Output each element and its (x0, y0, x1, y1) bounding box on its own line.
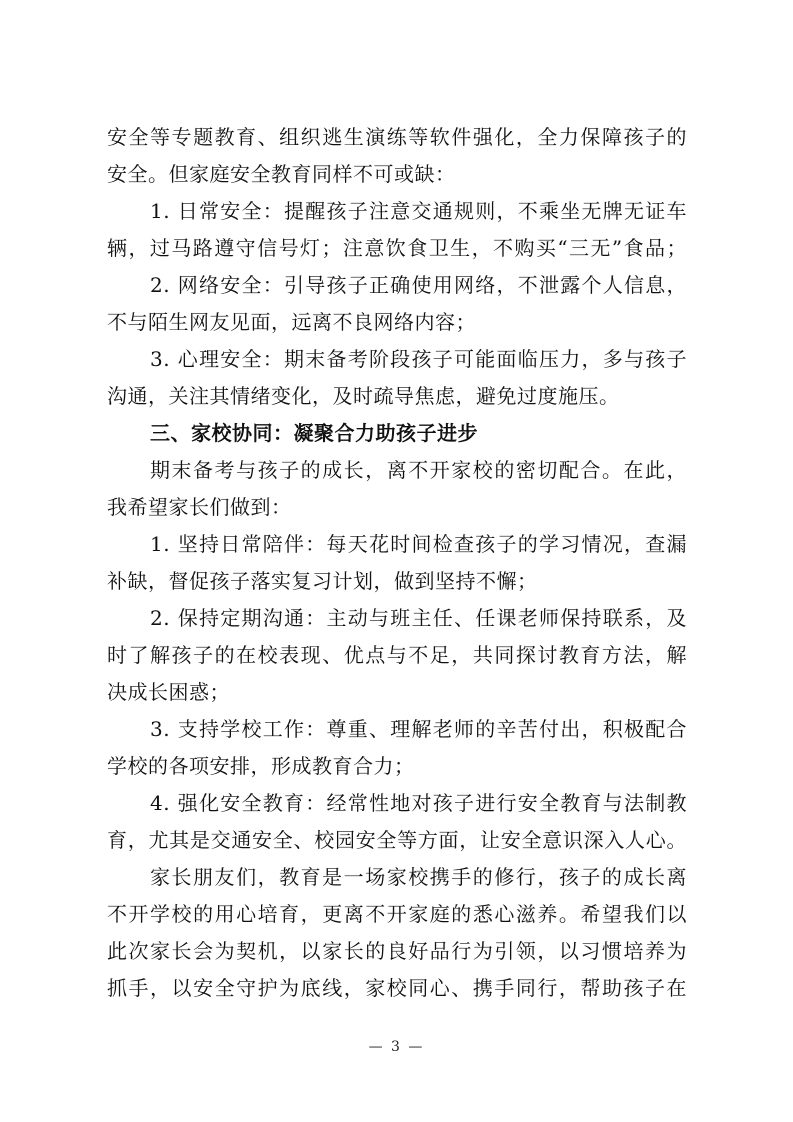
text-line: 1. 坚持日常陪伴：每天花时间检查孩子的学习情况，查漏 (150, 532, 687, 556)
parent-request-communication (107, 600, 687, 711)
text-line: 2. 保持定期沟通：主动与班主任、任课老师保持联系，及 (150, 606, 687, 630)
text-line: 安全。但家庭安全教育同样不可或缺： (107, 162, 456, 186)
text-line: 学校的各项安排，形成教育合力； (107, 754, 415, 778)
section-heading: 三、家校协同：凝聚合力助孩子进步 (150, 421, 478, 445)
text-line: 不开学校的用心培育，更离不开家庭的悉心滋养。希望我们以 (107, 902, 687, 926)
text-line: 抓手，以安全守护为底线，家校同心、携手同行，帮助孩子在 (107, 976, 687, 1000)
text-line: 家长朋友们，教育是一场家校携手的修行，孩子的成长离 (150, 865, 687, 889)
text-line: 此次家长会为契机，以家长的良好品行为引领，以习惯培养为 (107, 939, 687, 963)
text-line: 3. 心理安全：期末备考阶段孩子可能面临压力，多与孩子 (150, 347, 687, 371)
text-line: 3. 支持学校工作：尊重、理解老师的辛苦付出，积极配合 (150, 717, 687, 741)
safety-item-psychological (107, 341, 687, 415)
body-text (107, 119, 687, 1007)
intro-paragraph (107, 452, 687, 526)
text-line: 沟通，关注其情绪变化，及时疏导焦虑，避免过度施压。 (107, 384, 620, 408)
text-line: 4. 强化安全教育：经常性地对孩子进行安全教育与法制教 (150, 791, 687, 815)
text-line: 1. 日常安全：提醒孩子注意交通规则，不乘坐无牌无证车 (150, 199, 687, 223)
closing-paragraph (107, 859, 687, 1007)
text-line: 时了解孩子的在校表现、优点与不足，共同探讨教育方法，解 (107, 643, 687, 667)
page-number: — 3 — (368, 1039, 425, 1055)
text-line: 决成长困惑； (107, 680, 230, 704)
safety-item-network (107, 267, 687, 341)
parent-request-companionship (107, 526, 687, 600)
parent-request-safety-education (107, 785, 687, 859)
text-line: 期末备考与孩子的成长，离不开家校的密切配合。在此， (150, 458, 687, 482)
text-line: 2. 网络安全：引导孩子正确使用网络，不泄露个人信息， (150, 273, 687, 297)
text-line: 安全等专题教育、组织逃生演练等软件强化，全力保障孩子的 (107, 125, 687, 149)
text-line: 育，尤其是交通安全、校园安全等方面，让安全意识深入人心。 (107, 828, 687, 852)
text-line: 我希望家长们做到： (107, 495, 292, 519)
text-line: 不与陌生网友见面，远离不良网络内容； (107, 310, 476, 334)
continued-paragraph (107, 119, 687, 193)
text-line: 补缺，督促孩子落实复习计划，做到坚持不懈； (107, 569, 538, 593)
text-line: 辆，过马路遵守信号灯；注意饮食卫生，不购买“三无”食品； (107, 236, 687, 260)
parent-request-school-support (107, 711, 687, 785)
safety-item-daily (107, 193, 687, 267)
